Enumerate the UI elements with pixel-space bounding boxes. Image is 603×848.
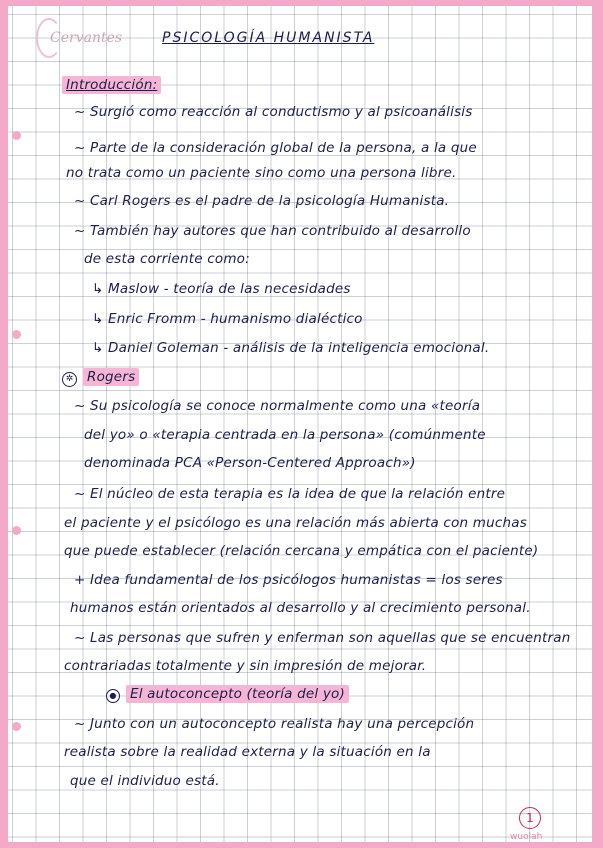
note-line: no trata como un paciente sino como una persona libre. — [66, 165, 457, 181]
note-line: + Idea fundamental de los psicólogos humanistas = los seres — [74, 572, 503, 588]
note-subitem: ↳ Daniel Goleman - análisis de la inteligencia emocional. — [92, 340, 490, 356]
binder-hole — [12, 131, 21, 140]
note-line: que puede establecer (relación cercana y empática con el paciente) — [64, 543, 539, 559]
note-line: humanos están orientados al desarrollo y al crecimiento personal. — [70, 600, 531, 616]
note-line: del yo» o «terapia centrada en la persona» (comúnmente — [84, 427, 486, 443]
subsection-heading-autoconcepto — [106, 686, 349, 703]
heading-text: El autoconcepto (teoría del yo) — [126, 685, 349, 703]
circled-dot-icon: ● — [106, 689, 120, 703]
binder-hole — [12, 330, 21, 339]
note-line: ~ Carl Rogers es el padre de la psicología Humanista. — [74, 193, 450, 209]
page-number: 1 — [519, 807, 541, 829]
binder-hole — [12, 526, 21, 535]
page-title: PSICOLOGÍA HUMANISTA — [162, 30, 375, 46]
note-line: ~ Su psicología se conoce normalmente como una «teoría — [74, 398, 481, 414]
note-subitem: ↳ Enric Fromm - humanismo dialéctico — [92, 311, 363, 327]
note-line: realista sobre la realidad externa y la situación en la — [64, 744, 431, 760]
logo-text: Cervantes — [50, 30, 123, 46]
note-line: denominada PCA «Person-Centered Approach») — [84, 455, 416, 471]
note-line: que el individuo está. — [70, 773, 220, 789]
note-line: contrariadas totalmente y sin impresión de mejorar. — [64, 658, 427, 674]
note-line: ~ Surgió como reacción al conductismo y al psicoanálisis — [74, 104, 473, 120]
brand-logo — [40, 24, 123, 52]
note-line: ~ Las personas que sufren y enferman son aquellas que se encuentran — [74, 630, 571, 646]
section-heading-introduccion — [62, 77, 161, 93]
note-line: ~ El núcleo de esta terapia es la idea de que la relación entre — [74, 486, 506, 502]
circled-star-icon: ✲ — [62, 372, 77, 387]
note-line: ~ Parte de la consideración global de la persona, a la que — [74, 140, 477, 156]
footer-watermark: wuolah — [510, 832, 543, 842]
heading-text: Introducción: — [62, 76, 161, 94]
note-subitem: ↳ Maslow - teoría de las necesidades — [92, 281, 351, 297]
note-line: de esta corriente como: — [84, 251, 250, 267]
section-heading-rogers — [62, 369, 139, 387]
note-line: ~ Junto con un autoconcepto realista hay una percepción — [74, 716, 475, 732]
note-line: ~ También hay autores que han contribuido al desarrollo — [74, 223, 471, 239]
heading-text: Rogers — [83, 368, 139, 386]
note-line: el paciente y el psicólogo es una relación más abierta con muchas — [64, 515, 527, 531]
binder-hole — [12, 722, 21, 731]
